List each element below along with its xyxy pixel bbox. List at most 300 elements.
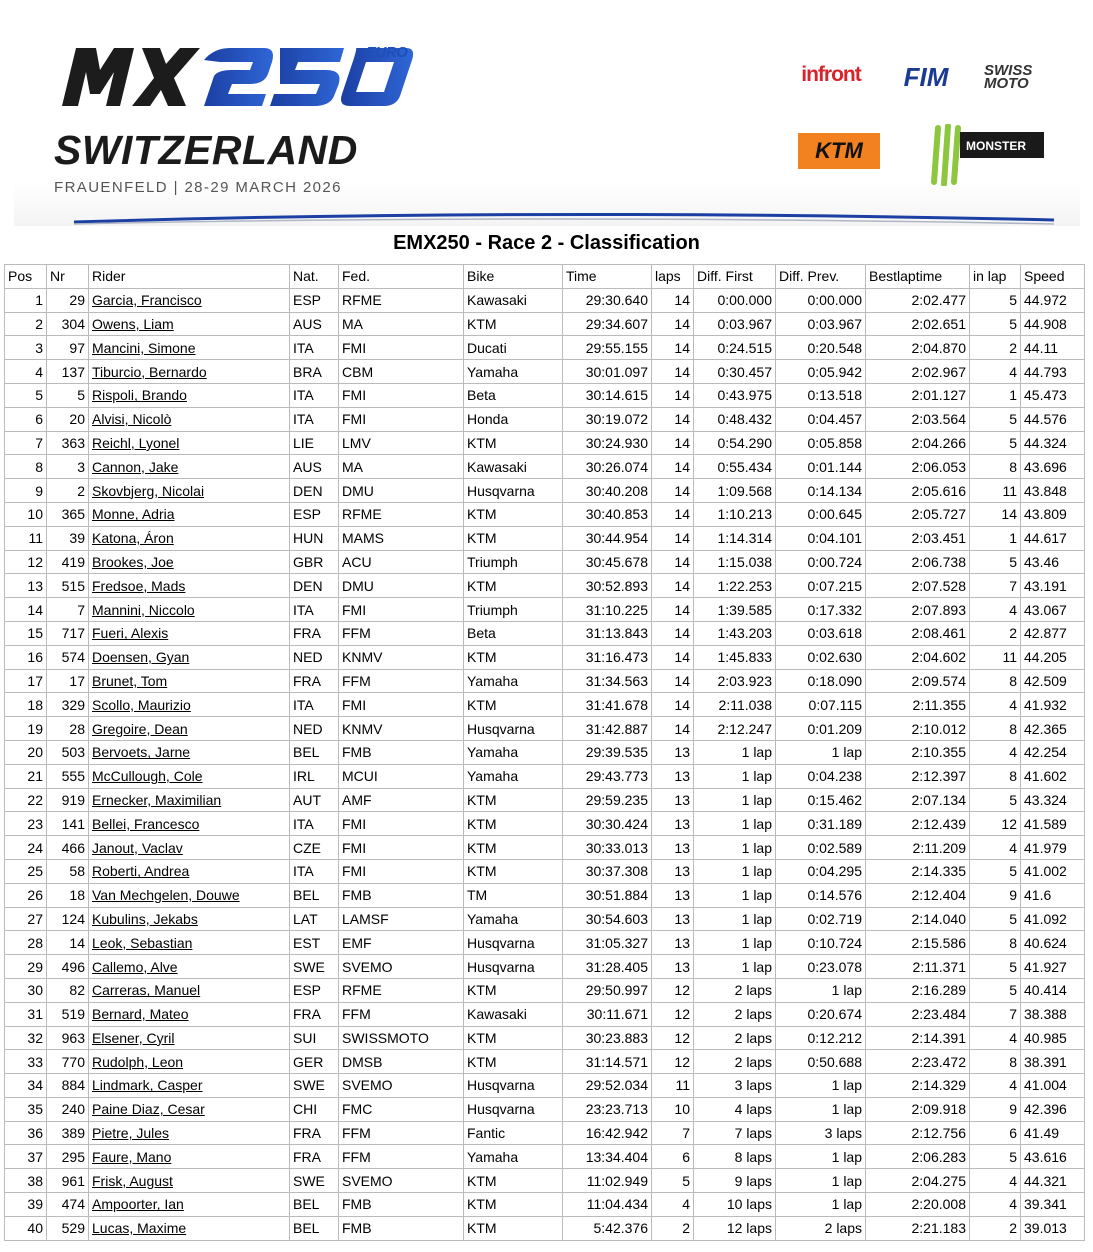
cell-in-lap: 8	[970, 1050, 1021, 1074]
cell-speed: 40.624	[1021, 931, 1085, 955]
cell-time: 30:37.308	[563, 859, 652, 883]
table-row	[5, 645, 1085, 669]
rider-link[interactable]: Leok, Sebastian	[92, 934, 193, 951]
cell-nr: 529	[47, 1216, 89, 1240]
cell-in-lap: 4	[970, 836, 1021, 860]
rider-link[interactable]: Scollo, Maurizio	[92, 696, 191, 713]
cell-time: 30:14.615	[563, 383, 652, 407]
mx250-logo	[54, 40, 414, 110]
cell-speed: 42.396	[1021, 1097, 1085, 1121]
cell-laps: 12	[652, 1026, 694, 1050]
col-header-rider[interactable]: Rider	[89, 265, 290, 289]
cell-rider	[89, 1074, 290, 1098]
cell-nr: 18	[47, 883, 89, 907]
cell-diff-first: 1 lap	[694, 907, 776, 931]
rider-link[interactable]: Ampoorter, Ian	[92, 1196, 184, 1213]
cell-in-lap: 5	[970, 978, 1021, 1002]
cell-speed: 41.002	[1021, 859, 1085, 883]
rider-link[interactable]: Lucas, Maxime	[92, 1220, 187, 1237]
cell-nat: AUS	[290, 312, 339, 336]
cell-nat: ITA	[290, 598, 339, 622]
table-row	[5, 907, 1085, 931]
cell-time: 29:43.773	[563, 764, 652, 788]
rider-link[interactable]: Faure, Mano	[92, 1148, 172, 1165]
cell-laps: 10	[652, 1097, 694, 1121]
cell-pos: 22	[5, 788, 47, 812]
col-header-pos[interactable]: Pos	[5, 265, 47, 289]
col-header-in-lap[interactable]: in lap	[970, 265, 1021, 289]
rider-link[interactable]: Van Mechgelen, Douwe	[92, 887, 240, 904]
rider-link[interactable]: Mannini, Niccolo	[92, 601, 195, 618]
cell-laps: 14	[652, 693, 694, 717]
cell-laps: 13	[652, 907, 694, 931]
cell-fed: FFM	[339, 1002, 464, 1026]
cell-diff-prev: 0:14.576	[776, 883, 866, 907]
col-header-diff-prev[interactable]: Diff. Prev.	[776, 265, 866, 289]
col-header-nr[interactable]: Nr	[47, 265, 89, 289]
table-row	[5, 788, 1085, 812]
cell-laps: 11	[652, 1074, 694, 1098]
cell-rider	[89, 1002, 290, 1026]
cell-laps: 13	[652, 740, 694, 764]
cell-speed: 38.388	[1021, 1002, 1085, 1026]
cell-bestlaptime: 2:12.439	[866, 812, 970, 836]
cell-fed: FMI	[339, 383, 464, 407]
cell-diff-prev: 0:04.238	[776, 764, 866, 788]
cell-in-lap: 4	[970, 1193, 1021, 1217]
cell-pos: 28	[5, 931, 47, 955]
cell-bestlaptime: 2:12.404	[866, 883, 970, 907]
cell-time: 31:16.473	[563, 645, 652, 669]
cell-bike: TM	[464, 883, 563, 907]
cell-fed: FMI	[339, 812, 464, 836]
cell-nr: 503	[47, 740, 89, 764]
cell-rider	[89, 836, 290, 860]
cell-time: 31:28.405	[563, 955, 652, 979]
cell-speed: 41.49	[1021, 1121, 1085, 1145]
rider-link[interactable]: Monne, Adria	[92, 506, 175, 523]
cell-in-lap: 5	[970, 407, 1021, 431]
cell-diff-prev: 0:15.462	[776, 788, 866, 812]
cell-nat: BEL	[290, 883, 339, 907]
table-row	[5, 455, 1085, 479]
cell-bike: Honda	[464, 407, 563, 431]
cell-fed: FFM	[339, 621, 464, 645]
rider-link[interactable]: Brunet, Tom	[92, 672, 168, 689]
cell-diff-prev: 3 laps	[776, 1121, 866, 1145]
cell-diff-first: 1:22.253	[694, 574, 776, 598]
table-row	[5, 1002, 1085, 1026]
cell-speed: 41.979	[1021, 836, 1085, 860]
cell-time: 29:59.235	[563, 788, 652, 812]
cell-fed: FMC	[339, 1097, 464, 1121]
cell-pos: 34	[5, 1074, 47, 1098]
cell-nat: ITA	[290, 383, 339, 407]
cell-laps: 6	[652, 1145, 694, 1169]
col-header-laps[interactable]: laps	[652, 265, 694, 289]
table-row	[5, 669, 1085, 693]
cell-laps: 12	[652, 1002, 694, 1026]
cell-diff-first: 0:30.457	[694, 360, 776, 384]
cell-diff-first: 2 laps	[694, 1002, 776, 1026]
cell-diff-prev: 0:07.115	[776, 693, 866, 717]
cell-laps: 4	[652, 1193, 694, 1217]
cell-pos: 1	[5, 288, 47, 312]
cell-diff-first: 1 lap	[694, 836, 776, 860]
col-header-bestlaptime[interactable]: Bestlaptime	[866, 265, 970, 289]
cell-nat: ITA	[290, 812, 339, 836]
cell-nr: 20	[47, 407, 89, 431]
cell-rider	[89, 383, 290, 407]
cell-laps: 14	[652, 526, 694, 550]
cell-bike: Kawasaki	[464, 455, 563, 479]
rider-link[interactable]: Brookes, Joe	[92, 553, 174, 570]
cell-speed: 41.092	[1021, 907, 1085, 931]
cell-nat: BEL	[290, 1193, 339, 1217]
cell-fed: FMI	[339, 859, 464, 883]
ktm-logo: KTM	[798, 133, 880, 169]
cell-in-lap: 5	[970, 788, 1021, 812]
cell-laps: 14	[652, 336, 694, 360]
cell-bestlaptime: 2:14.335	[866, 859, 970, 883]
cell-diff-first: 0:00.000	[694, 288, 776, 312]
cell-speed: 43.616	[1021, 1145, 1085, 1169]
cell-pos: 19	[5, 717, 47, 741]
cell-diff-prev: 0:18.090	[776, 669, 866, 693]
cell-speed: 42.877	[1021, 621, 1085, 645]
cell-time: 30:24.930	[563, 431, 652, 455]
cell-in-lap: 4	[970, 693, 1021, 717]
rider-link[interactable]: Doensen, Gyan	[92, 649, 190, 666]
cell-pos: 2	[5, 312, 47, 336]
cell-rider	[89, 502, 290, 526]
rider-link[interactable]: Fueri, Alexis	[92, 625, 169, 642]
rider-link[interactable]: Roberti, Andrea	[92, 863, 190, 880]
cell-bestlaptime: 2:06.053	[866, 455, 970, 479]
cell-laps: 13	[652, 955, 694, 979]
cell-nr: 389	[47, 1121, 89, 1145]
rider-link[interactable]: Reichl, Lyonel	[92, 434, 180, 451]
rider-link[interactable]: Gregoire, Dean	[92, 720, 188, 737]
cell-time: 29:34.607	[563, 312, 652, 336]
cell-diff-first: 0:48.432	[694, 407, 776, 431]
cell-diff-prev: 1 lap	[776, 1169, 866, 1193]
cell-bestlaptime: 2:04.870	[866, 336, 970, 360]
cell-pos: 11	[5, 526, 47, 550]
cell-in-lap: 1	[970, 526, 1021, 550]
cell-in-lap: 5	[970, 1145, 1021, 1169]
cell-pos: 37	[5, 1145, 47, 1169]
cell-speed: 44.972	[1021, 288, 1085, 312]
cell-bestlaptime: 2:11.371	[866, 955, 970, 979]
cell-nat: FRA	[290, 1121, 339, 1145]
cell-diff-first: 7 laps	[694, 1121, 776, 1145]
cell-fed: FMB	[339, 883, 464, 907]
cell-laps: 13	[652, 812, 694, 836]
rider-link[interactable]: Lindmark, Casper	[92, 1077, 203, 1094]
cell-bestlaptime: 2:07.893	[866, 598, 970, 622]
cell-bike: Yamaha	[464, 740, 563, 764]
cell-nr: 124	[47, 907, 89, 931]
cell-speed: 44.11	[1021, 336, 1085, 360]
cell-nat: LAT	[290, 907, 339, 931]
cell-pos: 10	[5, 502, 47, 526]
cell-fed: CBM	[339, 360, 464, 384]
cell-diff-first: 1 lap	[694, 812, 776, 836]
cell-diff-first: 1:45.833	[694, 645, 776, 669]
rider-link[interactable]: Rispoli, Brando	[92, 387, 187, 404]
cell-speed: 41.589	[1021, 812, 1085, 836]
cell-diff-first: 0:54.290	[694, 431, 776, 455]
cell-laps: 7	[652, 1121, 694, 1145]
cell-nr: 137	[47, 360, 89, 384]
rider-link[interactable]: Elsener, Cyril	[92, 1029, 175, 1046]
table-row	[5, 1145, 1085, 1169]
cell-bike: KTM	[464, 312, 563, 336]
cell-pos: 17	[5, 669, 47, 693]
cell-rider	[89, 978, 290, 1002]
cell-speed: 43.191	[1021, 574, 1085, 598]
cell-nr: 419	[47, 550, 89, 574]
rider-link[interactable]: Skovbjerg, Nicolai	[92, 482, 205, 499]
cell-nr: 2	[47, 479, 89, 503]
cell-pos: 27	[5, 907, 47, 931]
cell-speed: 42.254	[1021, 740, 1085, 764]
cell-nr: 466	[47, 836, 89, 860]
cell-time: 23:23.713	[563, 1097, 652, 1121]
cell-bike: Husqvarna	[464, 1074, 563, 1098]
cell-in-lap: 9	[970, 883, 1021, 907]
cell-time: 30:01.097	[563, 360, 652, 384]
rider-link[interactable]: Pietre, Jules	[92, 1125, 170, 1142]
cell-speed: 43.848	[1021, 479, 1085, 503]
rider-link[interactable]: Ernecker, Maximilian	[92, 791, 222, 808]
cell-time: 11:04.434	[563, 1193, 652, 1217]
rider-link[interactable]: Bervoets, Jarne	[92, 744, 191, 761]
cell-nr: 474	[47, 1193, 89, 1217]
cell-rider	[89, 907, 290, 931]
cell-rider	[89, 764, 290, 788]
cell-bike: Yamaha	[464, 360, 563, 384]
cell-pos: 23	[5, 812, 47, 836]
cell-rider	[89, 812, 290, 836]
cell-in-lap: 5	[970, 955, 1021, 979]
rider-link[interactable]: McCullough, Cole	[92, 768, 203, 785]
cell-speed: 44.908	[1021, 312, 1085, 336]
cell-bike: Ducati	[464, 336, 563, 360]
cell-nat: AUT	[290, 788, 339, 812]
cell-time: 30:54.603	[563, 907, 652, 931]
rider-link[interactable]: Mancini, Simone	[92, 339, 196, 356]
cell-diff-prev: 0:20.674	[776, 1002, 866, 1026]
cell-diff-first: 9 laps	[694, 1169, 776, 1193]
cell-diff-prev: 1 lap	[776, 1074, 866, 1098]
cell-time: 30:23.883	[563, 1026, 652, 1050]
cell-fed: LAMSF	[339, 907, 464, 931]
cell-nat: FRA	[290, 1145, 339, 1169]
cell-diff-prev: 0:00.645	[776, 502, 866, 526]
cell-bestlaptime: 2:04.266	[866, 431, 970, 455]
col-header-time[interactable]: Time	[563, 265, 652, 289]
cell-time: 30:19.072	[563, 407, 652, 431]
cell-bike: KTM	[464, 1169, 563, 1193]
cell-nat: AUS	[290, 455, 339, 479]
cell-nat: EST	[290, 931, 339, 955]
cell-laps: 13	[652, 836, 694, 860]
cell-rider	[89, 336, 290, 360]
rider-link[interactable]: Owens, Liam	[92, 315, 174, 332]
cell-fed: LMV	[339, 431, 464, 455]
cell-pos: 38	[5, 1169, 47, 1193]
cell-nat: LIE	[290, 431, 339, 455]
cell-in-lap: 11	[970, 479, 1021, 503]
rider-link[interactable]: Bernard, Mateo	[92, 1006, 189, 1023]
cell-nat: GER	[290, 1050, 339, 1074]
cell-laps: 12	[652, 978, 694, 1002]
cell-bestlaptime: 2:20.008	[866, 1193, 970, 1217]
cell-rider	[89, 931, 290, 955]
infront-logo: infront	[801, 63, 861, 86]
cell-time: 31:14.571	[563, 1050, 652, 1074]
fim-logo: FIM	[903, 61, 949, 92]
cell-nr: 717	[47, 621, 89, 645]
cell-fed: KNMV	[339, 645, 464, 669]
cell-bestlaptime: 2:15.586	[866, 931, 970, 955]
cell-nr: 963	[47, 1026, 89, 1050]
cell-bike: KTM	[464, 978, 563, 1002]
rider-link[interactable]: Janout, Vaclav	[92, 839, 183, 856]
cell-fed: FMI	[339, 836, 464, 860]
cell-fed: SVEMO	[339, 955, 464, 979]
cell-bestlaptime: 2:04.275	[866, 1169, 970, 1193]
rider-link[interactable]: Rudolph, Leon	[92, 1053, 184, 1070]
cell-nat: BRA	[290, 360, 339, 384]
cell-in-lap: 8	[970, 717, 1021, 741]
cell-in-lap: 11	[970, 645, 1021, 669]
cell-in-lap: 8	[970, 764, 1021, 788]
cell-bike: Husqvarna	[464, 479, 563, 503]
rider-link[interactable]: Frisk, August	[92, 1172, 173, 1189]
cell-rider	[89, 1050, 290, 1074]
cell-nat: GBR	[290, 550, 339, 574]
col-header-speed[interactable]: Speed	[1021, 265, 1085, 289]
cell-nr: 58	[47, 859, 89, 883]
cell-in-lap: 8	[970, 931, 1021, 955]
cell-time: 30:33.013	[563, 836, 652, 860]
cell-pos: 6	[5, 407, 47, 431]
cell-nr: 3	[47, 455, 89, 479]
cell-in-lap: 5	[970, 859, 1021, 883]
cell-time: 29:52.034	[563, 1074, 652, 1098]
cell-diff-prev: 0:01.209	[776, 717, 866, 741]
cell-speed: 43.696	[1021, 455, 1085, 479]
cell-speed: 44.793	[1021, 360, 1085, 384]
cell-nr: 365	[47, 502, 89, 526]
col-header-bike[interactable]: Bike	[464, 265, 563, 289]
cell-in-lap: 7	[970, 1002, 1021, 1026]
rider-link[interactable]: Paine Diaz, Cesar	[92, 1101, 205, 1118]
cell-fed: KNMV	[339, 717, 464, 741]
cell-diff-prev: 1 lap	[776, 978, 866, 1002]
table-row	[5, 383, 1085, 407]
cell-nat: DEN	[290, 479, 339, 503]
cell-bestlaptime: 2:09.918	[866, 1097, 970, 1121]
cell-in-lap: 8	[970, 669, 1021, 693]
table-row	[5, 1121, 1085, 1145]
cell-bike: Husqvarna	[464, 931, 563, 955]
cell-pos: 26	[5, 883, 47, 907]
table-row	[5, 1097, 1085, 1121]
cell-in-lap: 1	[970, 383, 1021, 407]
cell-nat: NED	[290, 717, 339, 741]
rider-link[interactable]: Garcia, Francisco	[92, 292, 202, 309]
cell-pos: 30	[5, 978, 47, 1002]
cell-diff-prev: 0:02.630	[776, 645, 866, 669]
cell-rider	[89, 621, 290, 645]
cell-bestlaptime: 2:02.967	[866, 360, 970, 384]
rider-link[interactable]: Alvisi, Nicolò	[92, 411, 172, 428]
cell-diff-prev: 0:31.189	[776, 812, 866, 836]
cell-nr: 82	[47, 978, 89, 1002]
rider-link[interactable]: Tiburcio, Bernardo	[92, 363, 207, 380]
cell-in-lap: 4	[970, 360, 1021, 384]
cell-fed: FFM	[339, 1145, 464, 1169]
rider-link[interactable]: Callemo, Alve	[92, 958, 178, 975]
cell-diff-prev: 0:00.000	[776, 288, 866, 312]
rider-link[interactable]: Cannon, Jake	[92, 458, 179, 475]
col-header-fed[interactable]: Fed.	[339, 265, 464, 289]
table-row	[5, 978, 1085, 1002]
cell-nr: 515	[47, 574, 89, 598]
table-row	[5, 288, 1085, 312]
cell-pos: 31	[5, 1002, 47, 1026]
cell-diff-first: 1 lap	[694, 883, 776, 907]
cell-time: 30:11.671	[563, 1002, 652, 1026]
rider-link[interactable]: Katona, Áron	[92, 530, 174, 547]
cell-in-lap: 6	[970, 1121, 1021, 1145]
rider-link[interactable]: Bellei, Francesco	[92, 815, 200, 832]
cell-fed: FMI	[339, 693, 464, 717]
cell-nr: 295	[47, 1145, 89, 1169]
cell-diff-prev: 0:13.518	[776, 383, 866, 407]
rider-link[interactable]: Kubulins, Jekabs	[92, 910, 198, 927]
results-table	[4, 264, 1085, 1241]
cell-bestlaptime: 2:11.209	[866, 836, 970, 860]
cell-nr: 141	[47, 812, 89, 836]
cell-diff-first: 1:10.213	[694, 502, 776, 526]
cell-diff-first: 3 laps	[694, 1074, 776, 1098]
cell-in-lap: 5	[970, 288, 1021, 312]
cell-bestlaptime: 2:14.329	[866, 1074, 970, 1098]
event-location-date: FRAUENFELD | 28-29 MARCH 2026	[54, 179, 342, 196]
cell-bestlaptime: 2:12.756	[866, 1121, 970, 1145]
table-row	[5, 621, 1085, 645]
cell-fed: DMSB	[339, 1050, 464, 1074]
rider-link[interactable]: Carreras, Manuel	[92, 982, 201, 999]
cell-bike: Yamaha	[464, 669, 563, 693]
rider-link[interactable]: Fredsoe, Mads	[92, 577, 186, 594]
cell-bike: KTM	[464, 859, 563, 883]
cell-rider	[89, 1097, 290, 1121]
table-row	[5, 312, 1085, 336]
cell-in-lap: 8	[970, 455, 1021, 479]
col-header-diff-first[interactable]: Diff. First	[694, 265, 776, 289]
cell-pos: 5	[5, 383, 47, 407]
col-header-nat[interactable]: Nat.	[290, 265, 339, 289]
cell-speed: 42.365	[1021, 717, 1085, 741]
cell-speed: 38.391	[1021, 1050, 1085, 1074]
cell-diff-prev: 0:01.144	[776, 455, 866, 479]
